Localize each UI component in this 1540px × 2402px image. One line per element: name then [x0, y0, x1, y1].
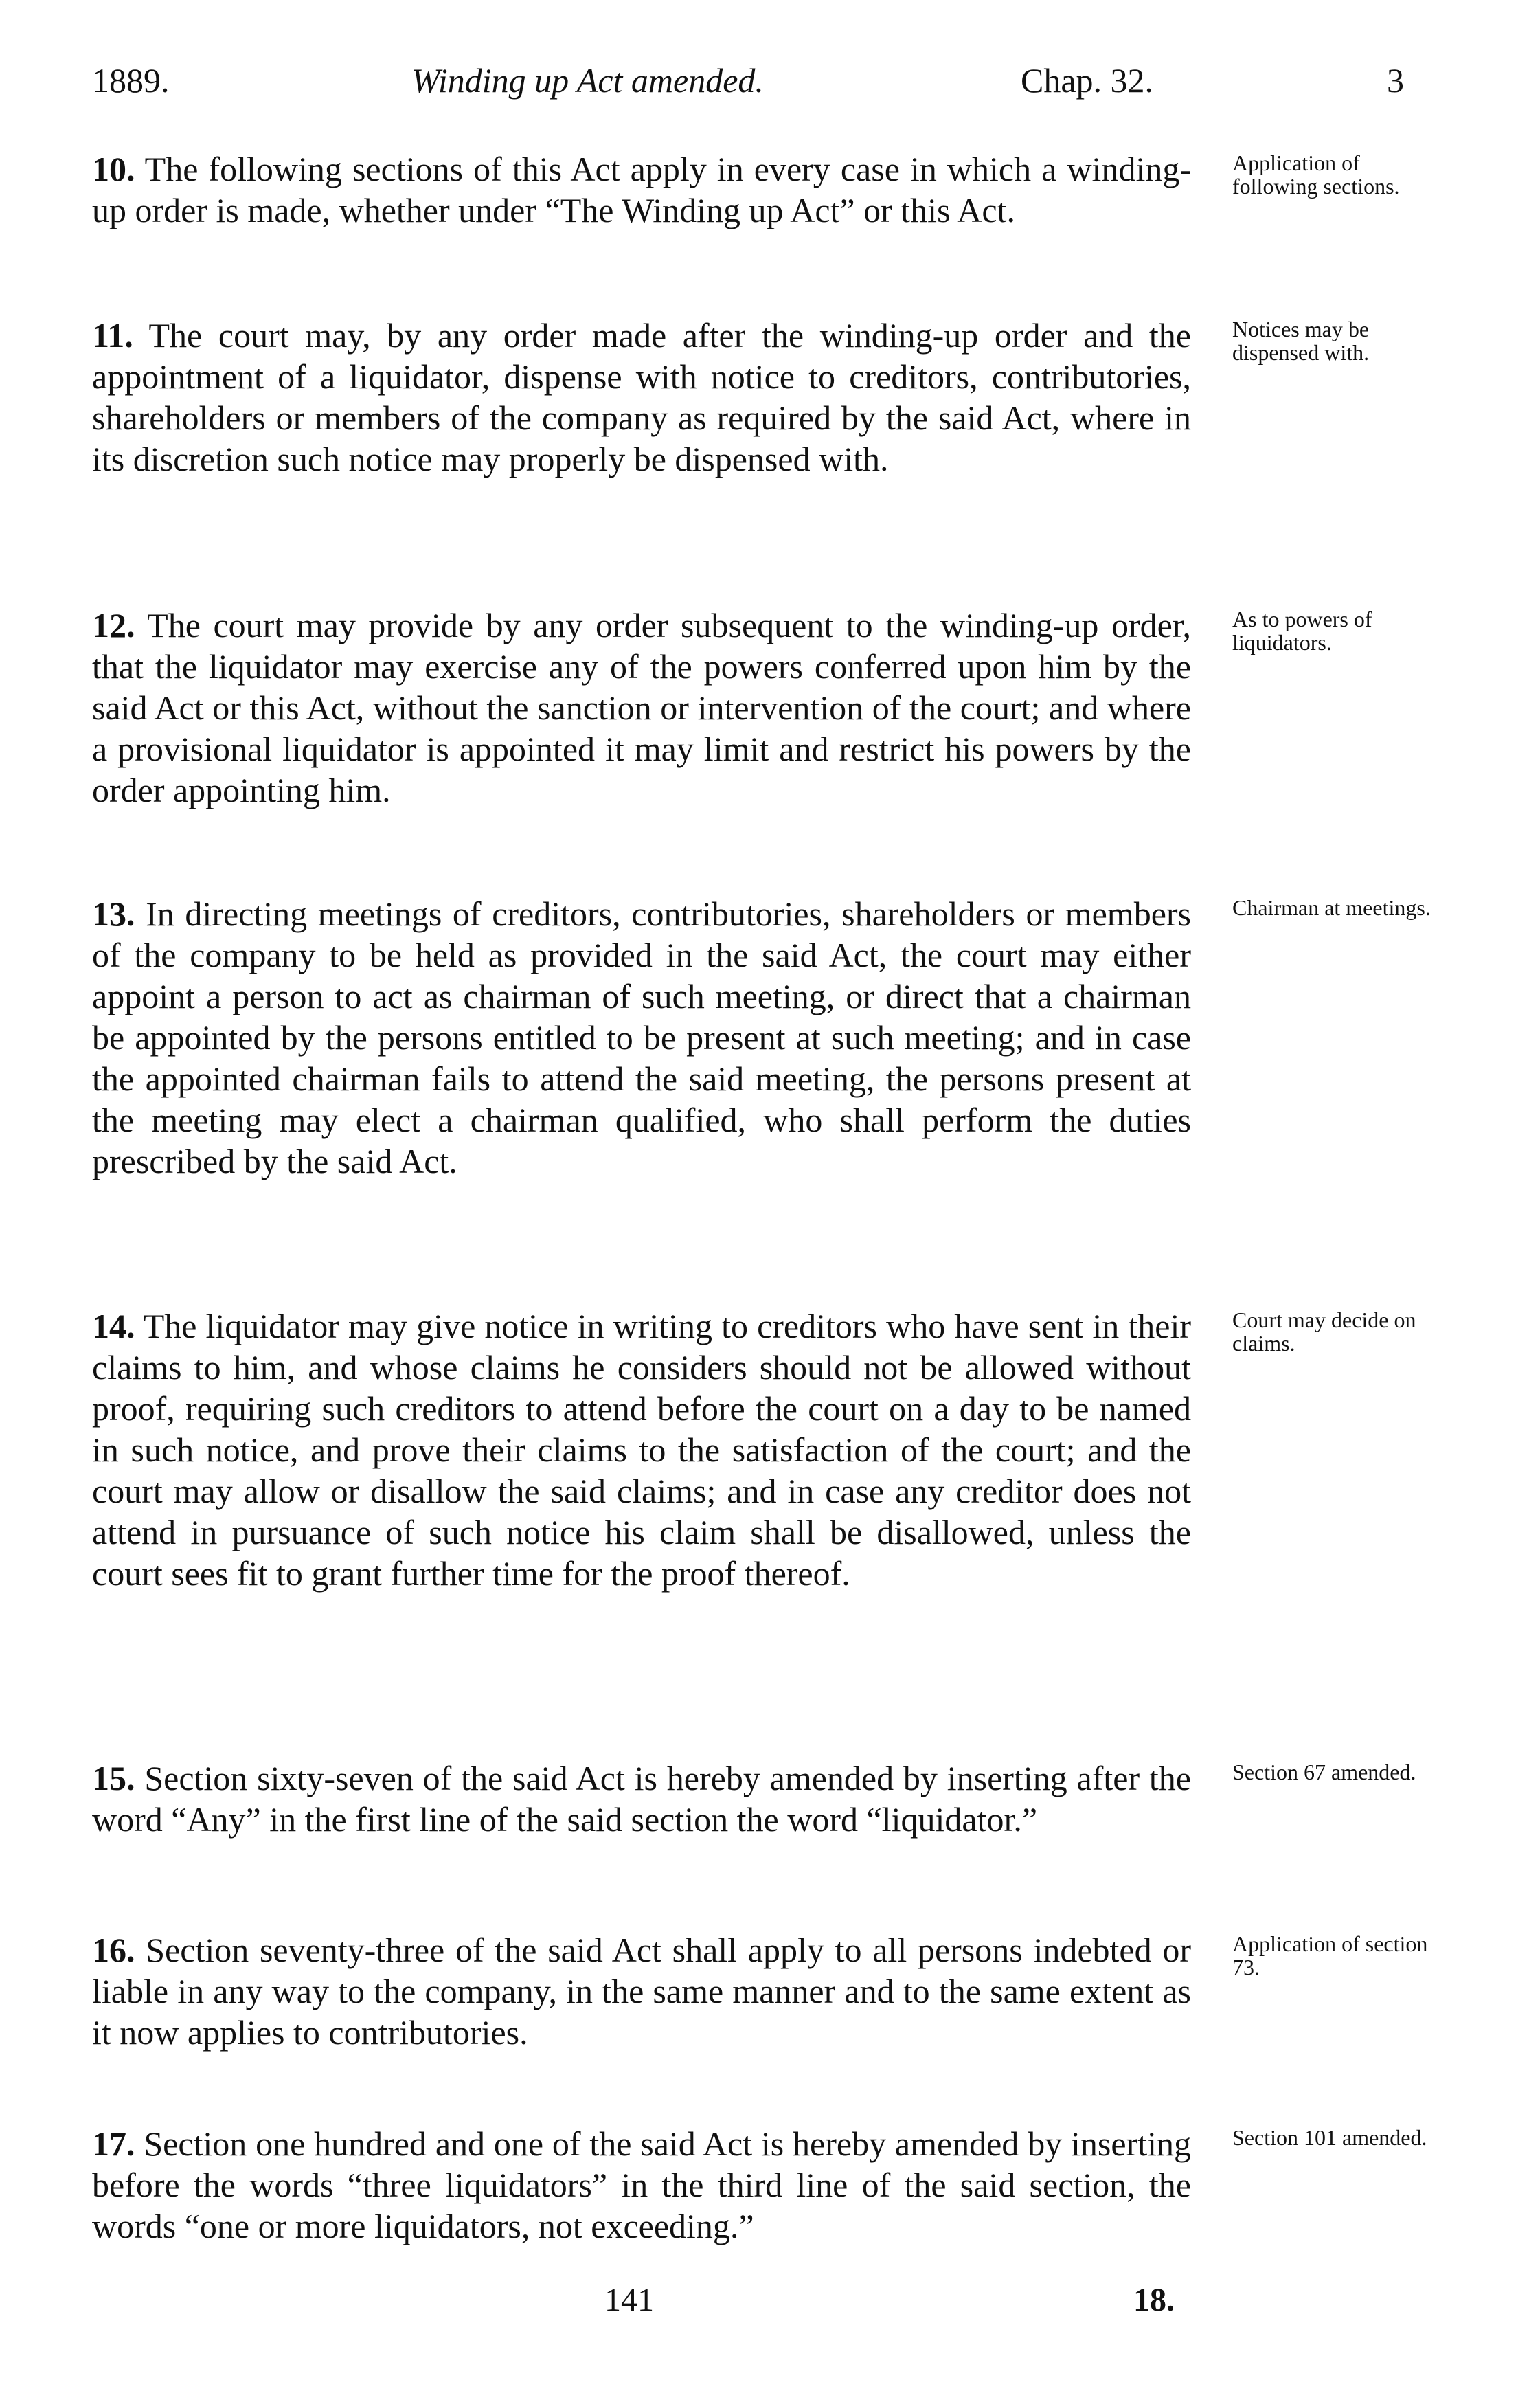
section-text: In directing meetings of creditors, contributories, shareholders or members of the company to be held as provided in the said Act, the court may either appoint a person to act as chairman of such meeting, or direct that a chairman be appointed by the persons entitled to be present at such meeting; and in case the appointed chairman fails to attend the said meeting, the persons present at the meeting may elect a chairman qualified, who shall perform the duties prescribed by the said Act. — [92, 895, 1192, 1180]
section-body — [92, 1929, 1191, 2053]
section-number: 12. — [92, 606, 135, 644]
header-year: 1889. — [92, 61, 170, 100]
section-number: 15. — [92, 1759, 135, 1797]
running-header — [92, 60, 1404, 115]
marginal-note: Chairman at meetings. — [1232, 895, 1431, 920]
section-text: The liquidator may give notice in writing to creditors who have sent in their claims to him, and whose claims he considers should not be allowed without proof, requiring such creditors to attend before the court on a day to be named in such notice, and prove their claims to the satisfaction of the court; and the court may allow or disallow the said claims; and in case any creditor does not attend in pursuance of such notice his claim shall be disallowed, unless the court sees fit to grant further time for the proof thereof. — [92, 1307, 1191, 1593]
section-number: 11. — [92, 316, 133, 355]
marginal-note: Section 101 amended. — [1232, 2125, 1427, 2150]
section-body — [92, 1758, 1191, 1840]
section-body — [92, 315, 1191, 480]
section-number: 16. — [92, 1931, 135, 1969]
section-number: 17. — [92, 2124, 135, 2163]
page-footer — [0, 2281, 1540, 2329]
marginal-note: Court may decide on claims. — [1232, 1307, 1416, 1356]
section-number: 10. — [92, 150, 135, 188]
header-page-number: 3 — [1387, 61, 1404, 100]
section-text: The court may provide by any order subsequent to the winding-up order, that the liquidator may exercise any of the powers conferred upon him by the said Act or this Act, without the sanction or intervention of the court; and where a provisional liquidator is appointed it may limit and restrict his powers by the order appointing him. — [92, 606, 1191, 809]
section-body — [92, 2123, 1191, 2247]
marginal-note: Notices may be dispensed with. — [1232, 317, 1370, 365]
section-text: Section sixty-seven of the said Act is hereby amended by inserting after the word “Any” in the first line of the said section the word “liquidator.” — [92, 1759, 1192, 1839]
section-body — [92, 605, 1191, 811]
marginal-note: Section 67 amended. — [1232, 1760, 1416, 1784]
section-body — [92, 893, 1191, 1182]
header-title: Winding up Act amended. — [411, 61, 764, 100]
section-number: 14. — [92, 1307, 135, 1345]
section-text: Section one hundred and one of the said Act is hereby amended by inserting before the words “three liquidators” in the third line of the said section, the words “one or more liquidators, not exceeding.” — [92, 2124, 1191, 2245]
section-body — [92, 148, 1191, 231]
catchword: 18. — [1133, 2282, 1175, 2318]
section-body — [92, 1305, 1191, 1594]
footer-page-number: 141 — [604, 2282, 654, 2318]
section-number: 13. — [92, 895, 135, 933]
marginal-note: Application of section 73. — [1232, 1931, 1428, 1979]
section-text: Section seventy-three of the said Act shall apply to all persons indebted or liable in any way to the company, in the same manner and to the same extent as it now applies to contributories. — [92, 1931, 1191, 2052]
section-text: The following sections of this Act apply in every case in which a winding-up order is made, whether under “The Winding up Act” or this Act. — [92, 150, 1191, 229]
marginal-note: Application of following sections. — [1232, 150, 1400, 199]
section-text: The court may, by any order made after the winding-up order and the appointment of a liquidator, dispense with notice to creditors, contributories, shareholders or members of the company as required by the said Act, where in its discretion such notice may properly be dispensed with. — [92, 316, 1191, 478]
marginal-note: As to powers of liquidators. — [1232, 607, 1372, 655]
header-chapter: Chap. 32. — [1021, 61, 1154, 100]
